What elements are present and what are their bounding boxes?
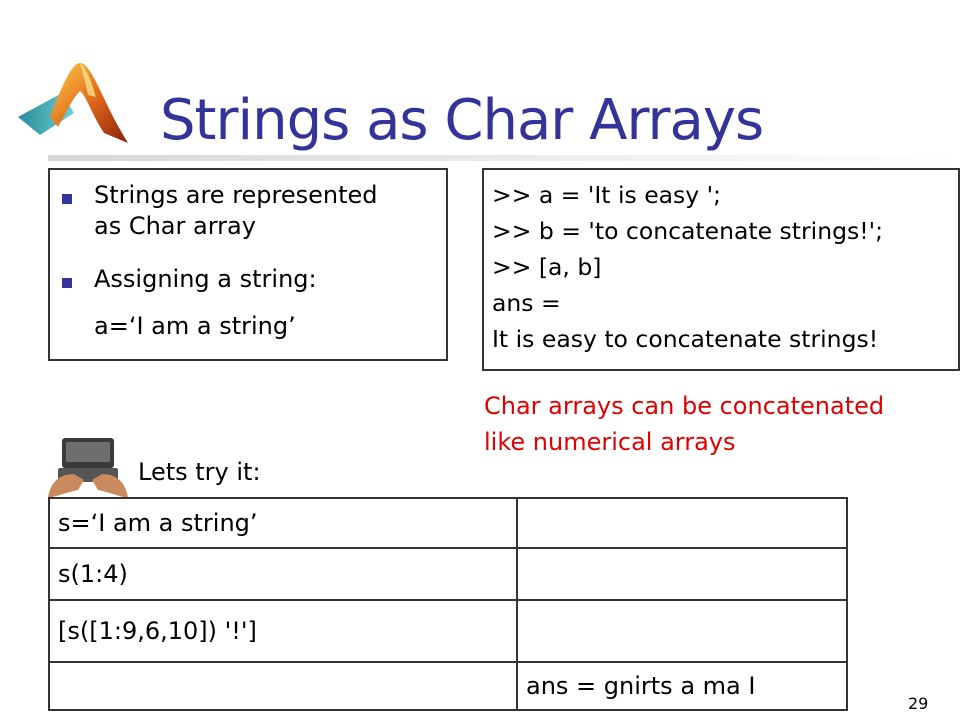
title-divider xyxy=(48,155,960,161)
table-row xyxy=(49,498,847,548)
bullet-item xyxy=(62,180,378,242)
concatenation-note xyxy=(484,388,884,460)
bullet-text-line: Strings are represented xyxy=(94,181,378,209)
hands-keyboard-icon xyxy=(48,438,128,498)
command-cell: [s([1:9,6,10]) '!'] xyxy=(49,600,517,662)
square-bullet-icon xyxy=(62,194,72,204)
result-cell xyxy=(517,600,847,662)
string-assignment-example: a=‘I am a string’ xyxy=(94,312,296,340)
result-cell xyxy=(517,498,847,548)
slide-title: Strings as Char Arrays xyxy=(160,88,764,153)
try-it-table xyxy=(48,497,848,711)
table-row xyxy=(49,662,847,710)
bullet-text-line: as Char array xyxy=(94,212,256,240)
lets-try-label: Lets try it: xyxy=(138,458,261,486)
bullet-item xyxy=(62,264,317,295)
command-cell: s(1:4) xyxy=(49,548,517,600)
table-row xyxy=(49,600,847,662)
result-cell: ans = gnirts a ma I xyxy=(517,662,847,710)
code-line: >> b = 'to concatenate strings!'; xyxy=(492,217,884,245)
table-row xyxy=(49,548,847,600)
command-cell xyxy=(49,662,517,710)
code-line: ans = xyxy=(492,289,561,317)
square-bullet-icon xyxy=(62,278,72,288)
code-line: >> a = 'It is easy '; xyxy=(492,181,722,209)
page-number: 29 xyxy=(908,694,929,713)
matlab-logo-icon xyxy=(0,55,140,155)
result-cell xyxy=(517,548,847,600)
command-cell: s=‘I am a string’ xyxy=(49,498,517,548)
note-line: Char arrays can be concatenated xyxy=(484,392,885,420)
note-line: like numerical arrays xyxy=(484,428,736,456)
code-line: It is easy to concatenate strings! xyxy=(492,325,879,353)
matlab-code-box xyxy=(482,168,960,371)
bullet-text-line: Assigning a string: xyxy=(94,265,317,293)
bullets-box xyxy=(48,168,448,361)
code-line: >> [a, b] xyxy=(492,253,602,281)
